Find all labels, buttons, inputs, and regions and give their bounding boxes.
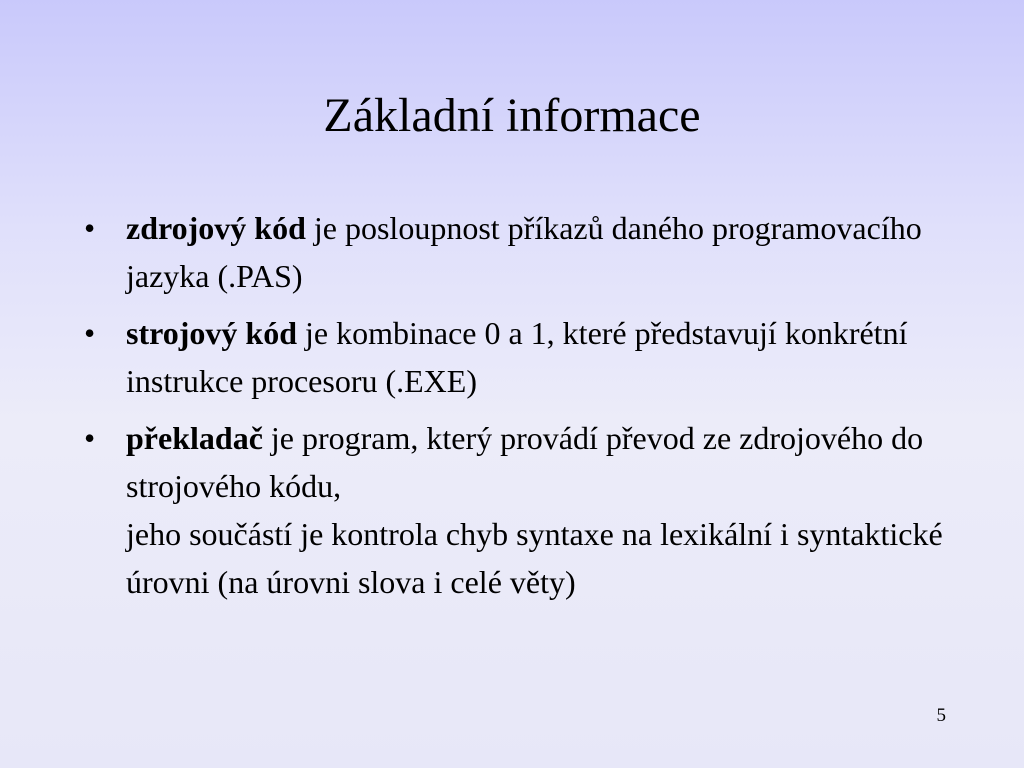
- bullet-item-compiler: [84, 414, 954, 606]
- bullet-icon: •: [84, 420, 96, 456]
- slide-number: 5: [936, 705, 946, 726]
- bullet-term: překladač: [126, 420, 263, 456]
- bullet-text: je posloupnost příkazů daného programovacího jazyka (.PAS): [126, 210, 922, 294]
- bullet-text: je program, který provádí převod ze zdrojového do strojového kódu,: [126, 420, 924, 504]
- bullet-term: strojový kód: [126, 315, 297, 351]
- bullet-list: [84, 204, 954, 615]
- bullet-continuation-text: jeho součástí je kontrola chyb syntaxe na lexikální i syntaktické úrovni (na úrovni slova i celé věty): [126, 516, 943, 600]
- bullet-icon: •: [84, 210, 96, 246]
- slide-title: Základní informace: [323, 89, 701, 142]
- bullet-item-machine-code: [84, 309, 954, 405]
- bullet-term: zdrojový kód: [126, 210, 306, 246]
- bullet-icon: •: [84, 315, 96, 351]
- bullet-text: je kombinace 0 a 1, které představují konkrétní instrukce procesoru (.EXE): [126, 315, 908, 399]
- bullet-item-source-code: [84, 204, 954, 300]
